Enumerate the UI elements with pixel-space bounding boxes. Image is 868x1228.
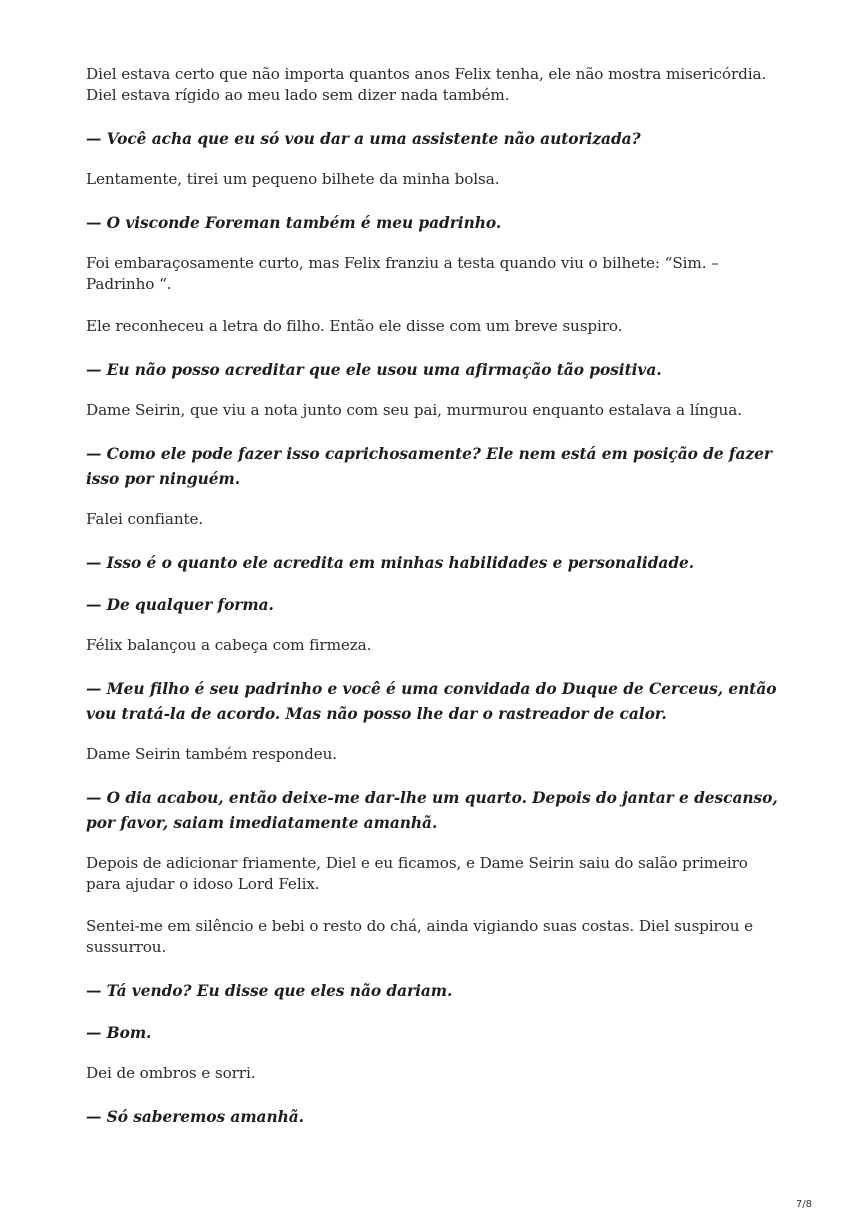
narration-paragraph: Ele reconheceu a letra do filho. Então ele disse com um breve suspiro. — [86, 317, 623, 335]
dialogue-line: — Isso é o quanto ele acredita em minhas habilidades e personalidade. — [86, 554, 695, 572]
narration-paragraph: Depois de adicionar friamente, Diel e eu ficamos, e Dame Seirin saiu do salão primeiro para ajudar o idoso Lord Felix. — [86, 854, 748, 893]
dialogue-line: — O dia acabou, então deixe-me dar-lhe um quarto. Depois do jantar e descanso, por favor, saiam imediatamente amanhã. — [86, 789, 778, 832]
dialogue-line: — Bom. — [86, 1024, 152, 1042]
narration-paragraph: Lentamente, tirei um pequeno bilhete da minha bolsa. — [86, 170, 500, 188]
dialogue-line: — Tá vendo? Eu disse que eles não dariam. — [86, 982, 453, 1000]
page-number: 7/8 — [795, 1199, 812, 1210]
narration-paragraph: Dame Seirin, que viu a nota junto com seu pai, murmurou enquanto estalava a língua. — [86, 401, 742, 419]
dialogue-line: — Só saberemos amanhã. — [86, 1108, 304, 1126]
narration-paragraph: Dame Seirin também respondeu. — [86, 745, 338, 763]
narration-paragraph: Diel estava certo que não importa quantos anos Felix tenha, ele não mostra misericórdia. Diel estava rígido ao meu lado sem dizer nada também. — [86, 65, 767, 104]
dialogue-line: — O visconde Foreman também é meu padrinho. — [86, 214, 502, 232]
dialogue-line: — Eu não posso acreditar que ele usou uma afirmação tão positiva. — [86, 361, 662, 379]
dialogue-line: — Como ele pode fazer isso caprichosamente? Ele nem está em posição de fazer isso por ninguém. — [86, 445, 772, 488]
page-content — [86, 64, 786, 1147]
dialogue-line: — De qualquer forma. — [86, 596, 274, 614]
narration-paragraph: Félix balançou a cabeça com firmeza. — [86, 636, 372, 654]
narration-paragraph: Dei de ombros e sorri. — [86, 1064, 256, 1082]
narration-paragraph: Falei confiante. — [86, 510, 204, 528]
narration-paragraph: Sentei-me em silêncio e bebi o resto do chá, ainda vigiando suas costas. Diel suspirou e sussurrou. — [86, 917, 754, 956]
dialogue-line: — Você acha que eu só vou dar a uma assistente não autorizada? — [86, 130, 641, 148]
narration-paragraph: Foi embaraçosamente curto, mas Felix franziu a testa quando viu o bilhete: “Sim. – Padrinho “. — [86, 254, 719, 293]
dialogue-line: — Meu filho é seu padrinho e você é uma convidada do Duque de Cerceus, então vou tratá-la de acordo. Mas não posso lhe dar o rastreador de calor. — [86, 680, 777, 723]
